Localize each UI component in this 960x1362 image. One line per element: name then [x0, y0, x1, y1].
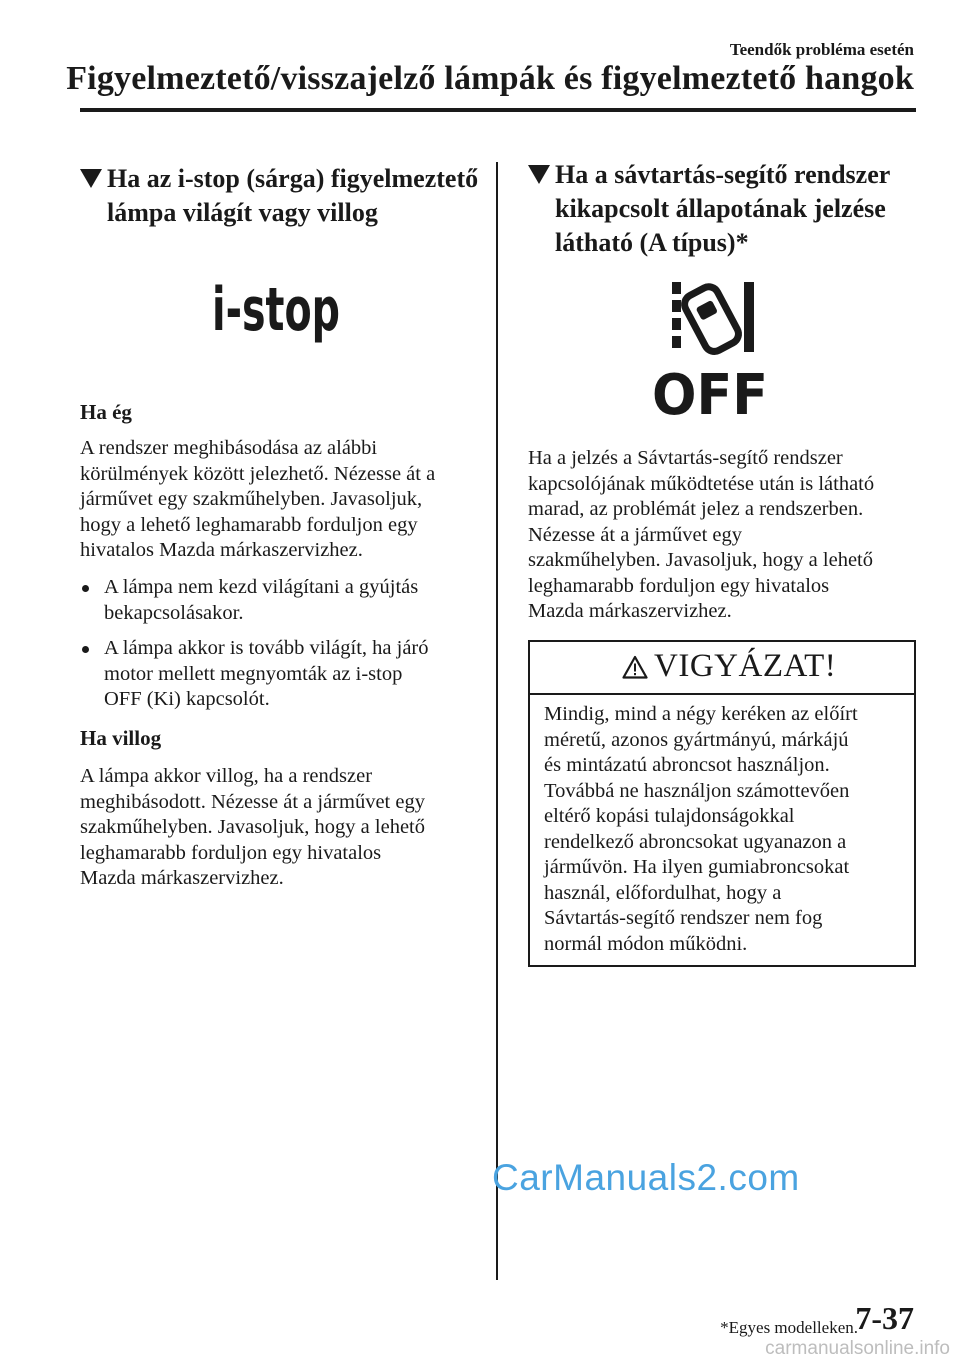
text-line: Mazda márkaszervizhez.	[80, 867, 284, 889]
caution-text	[544, 702, 858, 957]
text-line: meghibásodott. Nézesse át a járművet egy	[80, 790, 425, 813]
text-line: Nézesse át a járművet egy	[528, 523, 743, 546]
warning-triangle-icon	[622, 655, 648, 679]
site-watermark: CarManuals2.com	[492, 1157, 800, 1198]
bullet-line: A lámpa nem kezd világítani a gyújtás	[104, 576, 419, 598]
text-line: eltérő kopási tulajdonságokkal	[544, 805, 795, 827]
text-line: Ha a jelzés a Sávtartás-segítő rendszer	[528, 447, 843, 469]
heading-line: látható (A típus)*	[555, 228, 749, 257]
text-line: használ, előfordulhat, hogy a	[544, 881, 782, 904]
bottom-watermark: carmanualsonline.info	[765, 1338, 950, 1359]
text-line: leghamarabb forduljon egy hivatalos	[528, 574, 830, 597]
text-line: Sávtartás-segítő rendszer nem fog	[544, 907, 823, 929]
text-line: kapcsolójának működtetése után is látható	[528, 472, 875, 495]
lane-keep-assist-off-icon	[648, 280, 773, 428]
text-line: Mazda márkaszervizhez.	[528, 600, 732, 622]
paragraph-blink	[80, 764, 425, 892]
text-line: marad, az problémát jelez a rendszerben.	[528, 498, 864, 520]
footnote: *Egyes modelleken.	[720, 1318, 858, 1337]
header-divider	[80, 108, 916, 112]
bullet-line: bekapcsolásakor.	[104, 601, 244, 624]
heading-line: lámpa világít vagy villog	[107, 198, 378, 227]
text-line: hogy a lehető leghamarabb forduljon egy	[80, 513, 418, 536]
text-line: Mindig, mind a négy keréken az előírt	[544, 703, 858, 725]
triangle-marker-icon	[80, 169, 102, 188]
text-line: normál módon működni.	[544, 932, 748, 955]
page-number: 7-37	[855, 1300, 914, 1336]
text-line: A rendszer meghibásodása az alábbi	[80, 437, 378, 459]
paragraph-on	[80, 436, 435, 564]
i-stop-warning-icon	[212, 272, 342, 350]
bullet-item	[82, 636, 492, 716]
heading-line: kikapcsolt állapotának jelzése	[555, 194, 886, 223]
subhead-blink: Ha villog	[80, 726, 162, 750]
text-line: és mintázatú abroncsot használjon.	[544, 754, 830, 776]
off-icon-text: OFF	[652, 363, 768, 428]
section-heading-istop	[80, 162, 490, 232]
header-subtitle: Teendők probléma esetén	[729, 40, 914, 59]
heading-line: Ha az i-stop (sárga) figyelmeztető	[107, 164, 479, 193]
caution-box	[528, 640, 916, 967]
i-stop-icon-text: i-stop	[212, 275, 340, 345]
text-line: leghamarabb forduljon egy hivatalos	[80, 841, 382, 864]
triangle-marker-icon	[528, 165, 550, 184]
section-heading-lane-keep	[528, 158, 918, 262]
heading-line: Ha a sávtartás-segítő rendszer	[555, 160, 891, 189]
paragraph-lane-keep	[528, 446, 874, 625]
bullet-line: OFF (Ki) kapcsolót.	[104, 688, 270, 710]
bullet-item	[82, 575, 492, 627]
bullet-dot-icon	[82, 646, 89, 653]
bullet-dot-icon	[82, 585, 89, 592]
text-line: körülmények között jelezhető. Nézesse át a	[80, 462, 436, 485]
text-line: hivatalos Mazda márkaszervizhez.	[80, 539, 363, 561]
column-divider	[496, 162, 498, 1280]
subhead-on: Ha ég	[80, 400, 132, 424]
page-title: Figyelmeztető/visszajelző lámpák és figyelmeztető hangok	[66, 60, 914, 97]
text-line: méretű, azonos gyártmányú, márkájú	[544, 728, 849, 751]
text-line: járművet egy szakműhelyben. Javasoljuk,	[80, 488, 423, 510]
caution-title: VIGYÁZAT!	[654, 648, 837, 684]
bullet-line: motor mellett megnyomták az i-stop	[104, 662, 403, 685]
text-line: Továbbá ne használjon számottevően	[544, 779, 850, 802]
text-line: szakműhelyben. Javasoljuk, hogy a lehető	[528, 549, 873, 571]
text-line: rendelkező abroncsokat ugyanazon a	[544, 830, 847, 853]
caution-header	[530, 642, 914, 695]
bullet-line: A lámpa akkor is tovább világít, ha járó	[104, 637, 429, 659]
text-line: szakműhelyben. Javasoljuk, hogy a lehető	[80, 816, 425, 838]
text-line: járművön. Ha ilyen gumiabroncsokat	[544, 856, 850, 878]
text-line: A lámpa akkor villog, ha a rendszer	[80, 765, 373, 787]
